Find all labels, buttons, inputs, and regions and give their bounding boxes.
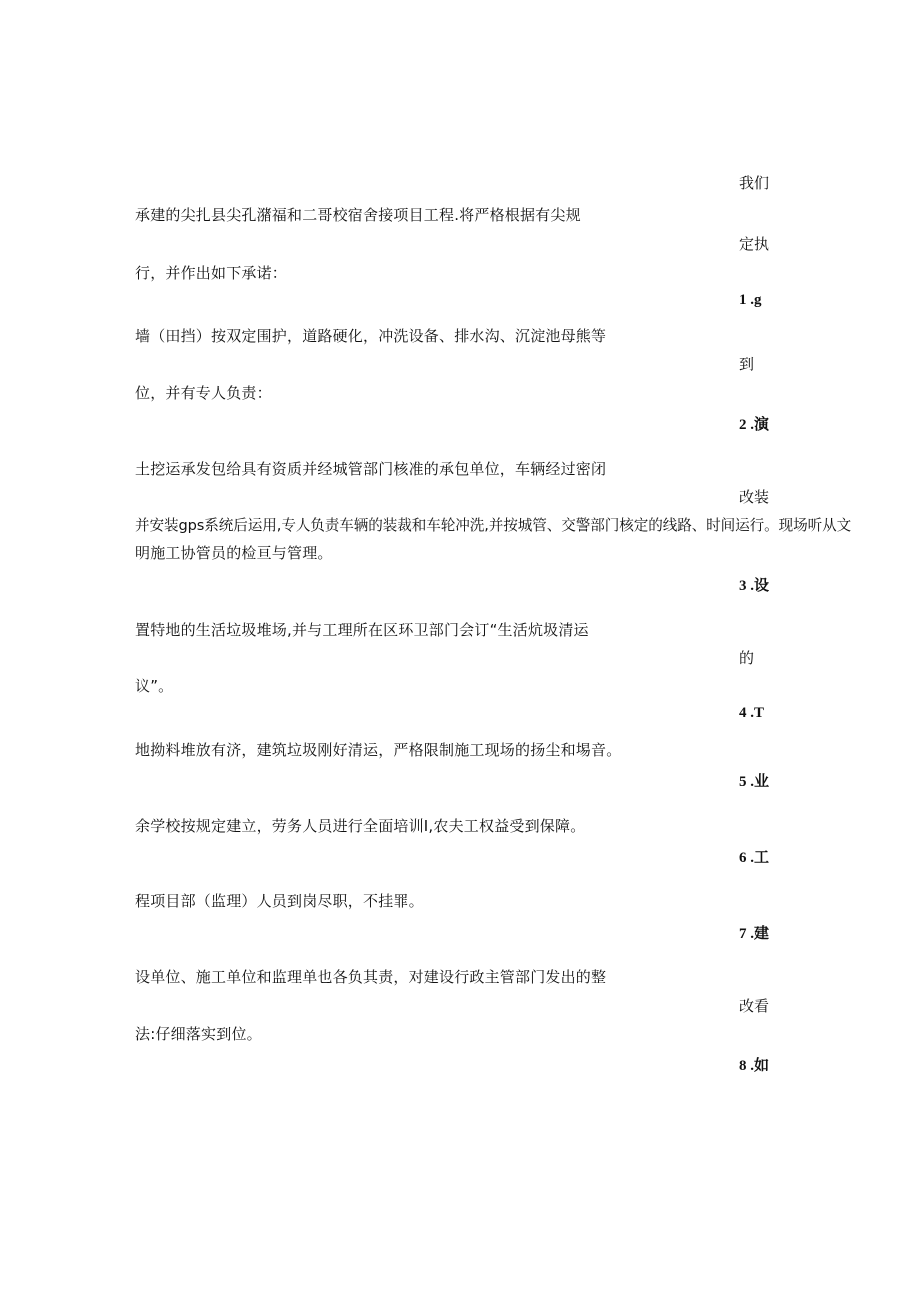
body-line-14: 法:仔细落实到位。 xyxy=(135,1025,262,1043)
body-line-4: 位，并有专人负责： xyxy=(135,384,272,402)
body-line-8: 置特地的生活垃圾堆场,并与工理所在区环卫部门会订“生活炕圾清运 xyxy=(135,621,589,639)
body-line-10: 地拗料堆放有济，建筑垃圾刚好清运，严格限制施工现场的扬尘和埸音。 xyxy=(135,741,622,759)
side-item-8: 8 .如 xyxy=(739,1058,770,1074)
side-item-1: 1 .g xyxy=(739,292,762,308)
body-line-2: 行，并作出如下承诺： xyxy=(135,264,288,282)
side-fragment-6: 改看 xyxy=(739,997,770,1015)
body-line-1: 承建的尖扎县尖孔潴福和二哥校宿舍接项目工程.将严格根据有尖规 xyxy=(135,206,581,224)
body-line-12: 程项目部（监理）人员到岗尽职，不挂罪。 xyxy=(135,892,424,910)
side-item-4: 4 .T xyxy=(739,705,765,721)
side-fragment-2: 定执 xyxy=(739,235,770,253)
side-item-7: 7 .建 xyxy=(739,926,770,942)
side-item-6: 6 .工 xyxy=(739,850,770,866)
body-line-5: 土挖运承发包给具有资质并经城管部门核准的承包单位，车辆经过密闭 xyxy=(135,460,607,478)
side-item-3: 3 .设 xyxy=(739,578,770,594)
side-fragment-4: 改装 xyxy=(739,488,770,506)
side-fragment-3: 到 xyxy=(739,355,755,373)
body-line-6: 并安装gps系统后运用,专人负责车辆的装裁和车轮冲洗,并按城管、交警部门核定的线路、时间运行。现场听从文 xyxy=(135,517,852,534)
side-fragment-5: 的 xyxy=(739,649,755,667)
side-item-5: 5 .业 xyxy=(739,774,770,790)
body-line-11: 余学校按规定建立，劳务人员进行全面培训I,农夫工权益受到保障。 xyxy=(135,817,586,835)
body-line-13: 设单位、施工单位和监理单也各负其责，对建设行政主管部门发出的整 xyxy=(135,968,607,986)
side-fragment-1: 我们 xyxy=(739,174,770,192)
body-line-9: 议”。 xyxy=(135,677,174,695)
side-item-2: 2 .演 xyxy=(739,417,770,433)
body-line-7: 明施工协管员的检亘与管理。 xyxy=(135,544,333,562)
body-line-3: 墙（田挡）按双定围护，道路硬化，冲洗设备、排水沟、沉淀池母熊等 xyxy=(135,327,607,345)
